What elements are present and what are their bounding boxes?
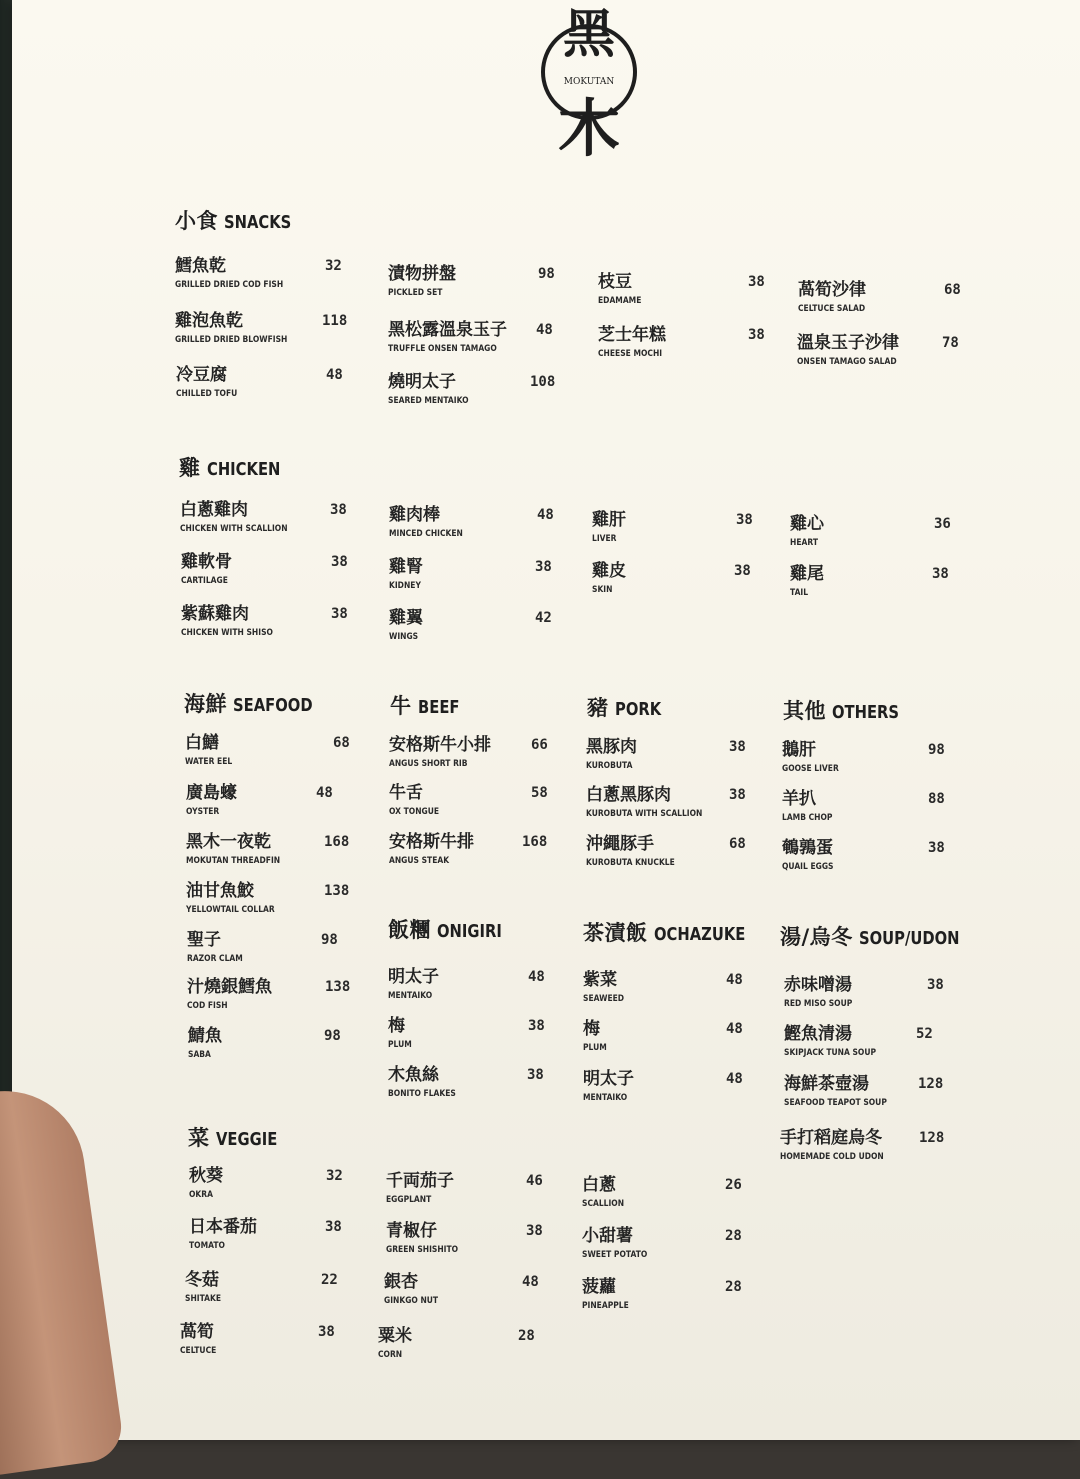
item-name-en: LIVER <box>592 534 617 544</box>
item-name-en: TRUFFLE ONSEN TAMAGO <box>388 344 497 354</box>
menu-item <box>389 557 552 592</box>
item-price: 38 <box>331 554 348 570</box>
item-name-zh: 雞心 <box>790 514 824 534</box>
item-price: 38 <box>736 512 753 528</box>
item-price: 128 <box>919 1130 945 1146</box>
menu-item <box>189 1166 343 1201</box>
item-price: 42 <box>535 610 552 626</box>
item-name-zh: 黑松露溫泉玉子 <box>388 320 507 340</box>
item-name-zh: 溫泉玉子沙律 <box>797 333 899 353</box>
item-name-zh: 漬物拼盤 <box>388 264 456 284</box>
menu-item <box>782 740 945 775</box>
menu-item <box>187 930 338 965</box>
menu-item <box>780 1128 945 1163</box>
item-name-en: PINEAPPLE <box>582 1301 629 1311</box>
menu-item <box>189 1217 342 1252</box>
item-name-zh: 汁燒銀鱈魚 <box>187 977 272 997</box>
menu-item <box>175 256 342 291</box>
menu-item <box>180 1322 335 1357</box>
item-price: 48 <box>316 785 333 801</box>
menu-item <box>582 1175 742 1210</box>
item-name-en: WINGS <box>389 632 419 642</box>
logo-bottom-char: 木 <box>557 92 621 160</box>
item-name-zh: 手打稻庭烏冬 <box>780 1128 882 1148</box>
item-name-zh: 鱈魚乾 <box>175 256 226 276</box>
item-name-zh: 冷豆腐 <box>176 365 227 385</box>
item-name-zh: 黑木一夜乾 <box>186 832 271 852</box>
item-name-en: SEAWEED <box>583 994 625 1004</box>
item-price: 58 <box>531 785 548 801</box>
menu-item <box>388 1016 545 1051</box>
item-name-en: TOMATO <box>189 1241 225 1251</box>
menu-item <box>185 733 350 768</box>
menu-item <box>386 1171 543 1206</box>
menu-item <box>586 834 746 869</box>
menu-item <box>389 783 548 818</box>
item-name-en: SHITAKE <box>185 1294 222 1304</box>
section-title-en: ONIGIRI <box>437 921 502 942</box>
item-name-en: SEARED MENTAIKO <box>388 396 469 406</box>
item-name-en: COD FISH <box>187 1001 228 1011</box>
item-price: 38 <box>330 502 347 518</box>
menu-item <box>583 1069 743 1104</box>
item-name-zh: 明太子 <box>388 967 439 987</box>
item-price: 28 <box>725 1279 742 1295</box>
item-name-zh: 海鮮茶壺湯 <box>784 1074 869 1094</box>
item-name-zh: 雞翼 <box>389 608 423 628</box>
item-price: 68 <box>944 282 961 298</box>
item-name-en: SABA <box>188 1050 211 1060</box>
menu-item <box>388 967 545 1002</box>
item-name-zh: 枝豆 <box>598 272 632 292</box>
section-title-en: SEAFOOD <box>233 695 313 716</box>
item-price: 98 <box>928 742 945 758</box>
item-price: 48 <box>726 1071 743 1087</box>
menu-item <box>388 320 553 355</box>
menu-item <box>790 564 949 599</box>
item-name-zh: 萵筍沙律 <box>798 280 866 300</box>
item-price: 52 <box>916 1026 933 1042</box>
item-name-zh: 羊扒 <box>782 789 816 809</box>
item-price: 48 <box>522 1274 539 1290</box>
item-name-zh: 白蔥黑豚肉 <box>586 785 671 805</box>
item-name-en: PLUM <box>583 1043 607 1053</box>
item-name-zh: 黑豚肉 <box>586 737 637 757</box>
menu-item <box>186 783 333 818</box>
item-name-en: YELLOWTAIL COLLAR <box>186 905 275 915</box>
item-price: 68 <box>729 836 746 852</box>
logo-ring-text: MOKUTAN <box>563 77 615 87</box>
item-name-zh: 白蔥 <box>582 1175 616 1195</box>
item-price: 38 <box>526 1223 543 1239</box>
section-title-en: OCHAZUKE <box>653 924 745 945</box>
menu-item <box>388 1065 544 1100</box>
item-name-en: CHICKEN WITH SHISO <box>181 628 273 638</box>
item-name-en: GRILLED DRIED BLOWFISH <box>175 335 288 345</box>
item-price: 28 <box>518 1328 535 1344</box>
item-name-zh: 日本番茄 <box>189 1217 257 1237</box>
item-name-en: HEART <box>790 538 818 548</box>
menu-item <box>186 832 350 867</box>
menu-item <box>592 510 753 545</box>
section-title-en: BEEF <box>417 697 459 718</box>
item-price: 46 <box>526 1173 543 1189</box>
item-name-zh: 鵝肝 <box>782 740 816 760</box>
item-price: 32 <box>325 258 342 274</box>
menu-item <box>784 975 944 1010</box>
item-name-en: ANGUS STEAK <box>389 856 450 866</box>
item-price: 78 <box>942 335 959 351</box>
section-title-zh: 海鮮 <box>184 692 227 716</box>
menu-item <box>188 1026 341 1061</box>
menu-item <box>598 272 765 307</box>
item-price: 38 <box>325 1219 342 1235</box>
item-name-en: HOMEMADE COLD UDON <box>780 1152 884 1162</box>
item-name-zh: 雞泡魚乾 <box>175 311 243 331</box>
item-name-en: RAZOR CLAM <box>187 954 243 964</box>
item-price: 98 <box>324 1028 341 1044</box>
item-name-zh: 聖子 <box>187 930 221 950</box>
item-price: 168 <box>324 834 350 850</box>
section-title-en: SNACKS <box>224 212 292 233</box>
menu-item <box>598 325 765 360</box>
item-name-zh: 鰹魚清湯 <box>784 1024 852 1044</box>
item-price: 32 <box>326 1168 343 1184</box>
menu-item <box>586 737 746 772</box>
item-name-zh: 雞腎 <box>389 557 423 577</box>
item-name-zh: 鵪鶉蛋 <box>782 838 833 858</box>
item-price: 38 <box>527 1067 544 1083</box>
section-title-zh: 牛 <box>390 694 412 718</box>
menu-item <box>583 1019 743 1054</box>
menu-item <box>582 1226 742 1261</box>
item-name-zh: 雞軟骨 <box>181 552 232 572</box>
item-name-zh: 小甜薯 <box>582 1226 633 1246</box>
item-name-zh: 雞皮 <box>592 561 626 581</box>
item-name-en: CHEESE MOCHI <box>598 349 663 359</box>
item-name-en: GREEN SHISHITO <box>386 1245 459 1255</box>
item-name-en: SWEET POTATO <box>582 1250 648 1260</box>
menu-item <box>388 264 555 299</box>
menu-item <box>582 1277 742 1312</box>
item-name-zh: 鯖魚 <box>188 1026 222 1046</box>
item-name-en: QUAIL EGGS <box>782 862 834 872</box>
item-name-zh: 木魚絲 <box>388 1065 439 1085</box>
item-name-zh: 芝士年糕 <box>598 325 666 345</box>
item-name-en: OYSTER <box>186 807 220 817</box>
item-name-en: OX TONGUE <box>389 807 440 817</box>
menu-item <box>583 970 743 1005</box>
menu-paper <box>12 0 1080 1440</box>
menu-item <box>797 333 959 368</box>
section-title-en: OTHERS <box>832 702 900 723</box>
item-price: 48 <box>726 972 743 988</box>
mokutan-logo <box>530 0 648 160</box>
section-title-onigiri <box>388 914 516 944</box>
section-title-en: VEGGIE <box>215 1129 277 1150</box>
item-name-en: EGGPLANT <box>386 1195 432 1205</box>
item-price: 38 <box>748 274 765 290</box>
item-price: 66 <box>531 737 548 753</box>
item-name-en: CHILLED TOFU <box>176 389 238 399</box>
menu-item <box>389 735 548 770</box>
section-title-others <box>783 695 914 725</box>
item-price: 38 <box>331 606 348 622</box>
item-name-en: SCALLION <box>582 1199 625 1209</box>
item-name-en: CELTUCE <box>180 1346 217 1356</box>
item-name-en: SEAFOOD TEAPOT SOUP <box>784 1098 887 1108</box>
item-name-en: LAMB CHOP <box>782 813 833 823</box>
item-name-zh: 粟米 <box>378 1326 412 1346</box>
item-name-zh: 菠蘿 <box>582 1277 616 1297</box>
item-name-en: OKRA <box>189 1190 213 1200</box>
item-name-zh: 紫菜 <box>583 970 617 990</box>
section-title-chicken <box>179 452 296 482</box>
menu-item <box>782 789 945 824</box>
menu-item <box>784 1024 933 1059</box>
menu-item <box>186 881 350 916</box>
item-name-en: SKIN <box>592 585 613 595</box>
section-title-ochazuke <box>583 917 765 947</box>
item-price: 48 <box>326 367 343 383</box>
item-name-zh: 萵筍 <box>180 1322 214 1342</box>
item-name-en: EDAMAME <box>598 296 642 306</box>
item-name-en: MINCED CHICKEN <box>389 529 463 539</box>
item-price: 48 <box>536 322 553 338</box>
item-name-en: TAIL <box>790 588 809 598</box>
item-name-zh: 雞尾 <box>790 564 824 584</box>
item-name-zh: 紫蘇雞肉 <box>181 604 249 624</box>
menu-item <box>388 372 556 407</box>
item-name-zh: 雞肝 <box>592 510 626 530</box>
item-name-zh: 廣島蠔 <box>186 783 237 803</box>
logo-top-char: 黑 <box>562 4 616 65</box>
menu-item <box>790 514 951 549</box>
item-price: 38 <box>748 327 765 343</box>
menu-item <box>386 1221 543 1256</box>
section-title-pork <box>587 692 671 722</box>
item-name-zh: 千両茄子 <box>386 1171 454 1191</box>
item-name-zh: 青椒仔 <box>386 1221 437 1241</box>
section-title-zh: 茶漬飯 <box>583 921 648 945</box>
item-price: 88 <box>928 791 945 807</box>
section-title-zh: 菜 <box>188 1126 210 1150</box>
item-name-en: RED MISO SOUP <box>784 999 853 1009</box>
menu-item <box>798 280 961 315</box>
item-price: 38 <box>932 566 949 582</box>
menu-item <box>185 1270 338 1305</box>
menu-item <box>384 1272 539 1307</box>
item-name-en: CHICKEN WITH SCALLION <box>180 524 288 534</box>
section-title-en: CHICKEN <box>206 459 280 480</box>
item-price: 48 <box>537 507 554 523</box>
item-name-zh: 牛舌 <box>389 783 423 803</box>
item-name-en: ANGUS SHORT RIB <box>389 759 468 769</box>
menu-item <box>389 505 554 540</box>
item-price: 26 <box>725 1177 742 1193</box>
item-name-zh: 安格斯牛小排 <box>389 735 491 755</box>
item-price: 38 <box>729 739 746 755</box>
item-name-en: MOKUTAN THREADFIN <box>186 856 281 866</box>
section-title-en: SOUP/UDON <box>858 928 960 949</box>
item-name-zh: 油甘魚鮫 <box>186 881 254 901</box>
item-price: 118 <box>322 313 348 329</box>
item-name-en: MENTAIKO <box>583 1093 628 1103</box>
item-name-zh: 秋葵 <box>189 1166 223 1186</box>
item-price: 98 <box>321 932 338 948</box>
section-title-zh: 飯糰 <box>388 918 431 942</box>
item-name-zh: 安格斯牛排 <box>389 832 474 852</box>
section-title-beef <box>390 690 468 720</box>
menu-item <box>389 608 552 643</box>
item-name-zh: 梅 <box>583 1019 600 1039</box>
item-price: 98 <box>538 266 555 282</box>
section-title-seafood <box>184 688 330 718</box>
item-price: 138 <box>325 979 351 995</box>
menu-item <box>586 785 746 820</box>
item-name-zh: 沖繩豚手 <box>586 834 654 854</box>
item-price: 168 <box>522 834 548 850</box>
item-price: 38 <box>528 1018 545 1034</box>
menu-item <box>175 311 348 346</box>
item-name-en: WATER EEL <box>185 757 233 767</box>
item-price: 48 <box>726 1021 743 1037</box>
section-title-veggie <box>188 1122 290 1152</box>
item-name-zh: 赤味噌湯 <box>784 975 852 995</box>
menu-item <box>782 838 945 873</box>
item-name-en: CELTUCE SALAD <box>798 304 866 314</box>
section-title-snacks <box>175 205 306 235</box>
menu-item <box>784 1074 944 1109</box>
item-price: 38 <box>734 563 751 579</box>
item-name-zh: 梅 <box>388 1016 405 1036</box>
item-price: 68 <box>333 735 350 751</box>
item-name-en: BONITO FLAKES <box>388 1089 456 1099</box>
item-price: 36 <box>934 516 951 532</box>
item-name-en: MENTAIKO <box>388 991 433 1001</box>
item-price: 38 <box>318 1324 335 1340</box>
item-name-zh: 冬菇 <box>185 1270 219 1290</box>
section-title-soup-udon <box>780 921 981 951</box>
item-name-en: KUROBUTA <box>586 761 633 771</box>
section-title-en: PORK <box>614 699 661 720</box>
item-name-en: GOOSE LIVER <box>782 764 839 774</box>
item-name-zh: 雞肉棒 <box>389 505 440 525</box>
item-price: 138 <box>324 883 350 899</box>
item-name-en: KIDNEY <box>389 581 421 591</box>
item-price: 28 <box>725 1228 742 1244</box>
menu-item <box>389 832 548 867</box>
menu-item <box>181 552 348 587</box>
item-name-zh: 白蔥雞肉 <box>180 500 248 520</box>
item-name-en: PLUM <box>388 1040 412 1050</box>
menu-item <box>181 604 348 639</box>
menu-item <box>176 365 343 400</box>
item-price: 38 <box>535 559 552 575</box>
item-name-en: PICKLED SET <box>388 288 443 298</box>
section-title-zh: 豬 <box>587 696 609 720</box>
menu-item <box>187 977 351 1012</box>
menu-item <box>592 561 751 596</box>
section-title-zh: 其他 <box>783 699 826 723</box>
item-name-en: ONSEN TAMAGO SALAD <box>797 357 897 367</box>
item-name-en: KUROBUTA WITH SCALLION <box>586 809 703 819</box>
item-name-zh: 明太子 <box>583 1069 634 1089</box>
item-name-en: SKIPJACK TUNA SOUP <box>784 1048 877 1058</box>
item-name-en: GRILLED DRIED COD FISH <box>175 280 284 290</box>
item-price: 128 <box>918 1076 944 1092</box>
item-name-en: KUROBUTA KNUCKLE <box>586 858 675 868</box>
item-price: 108 <box>530 374 556 390</box>
item-name-en: GINKGO NUT <box>384 1296 439 1306</box>
menu-item <box>180 500 347 535</box>
section-title-zh: 雞 <box>179 456 201 480</box>
item-name-zh: 燒明太子 <box>388 372 456 392</box>
item-name-en: CORN <box>378 1350 403 1360</box>
item-name-zh: 銀杏 <box>384 1272 418 1292</box>
item-price: 22 <box>321 1272 338 1288</box>
item-price: 38 <box>927 977 944 993</box>
item-price: 38 <box>729 787 746 803</box>
menu-item <box>378 1326 535 1361</box>
item-name-zh: 白鱔 <box>185 733 219 753</box>
item-price: 38 <box>928 840 945 856</box>
item-price: 48 <box>528 969 545 985</box>
section-title-zh: 湯/烏冬 <box>780 925 853 949</box>
item-name-en: CARTILAGE <box>181 576 228 586</box>
section-title-zh: 小食 <box>175 209 218 233</box>
